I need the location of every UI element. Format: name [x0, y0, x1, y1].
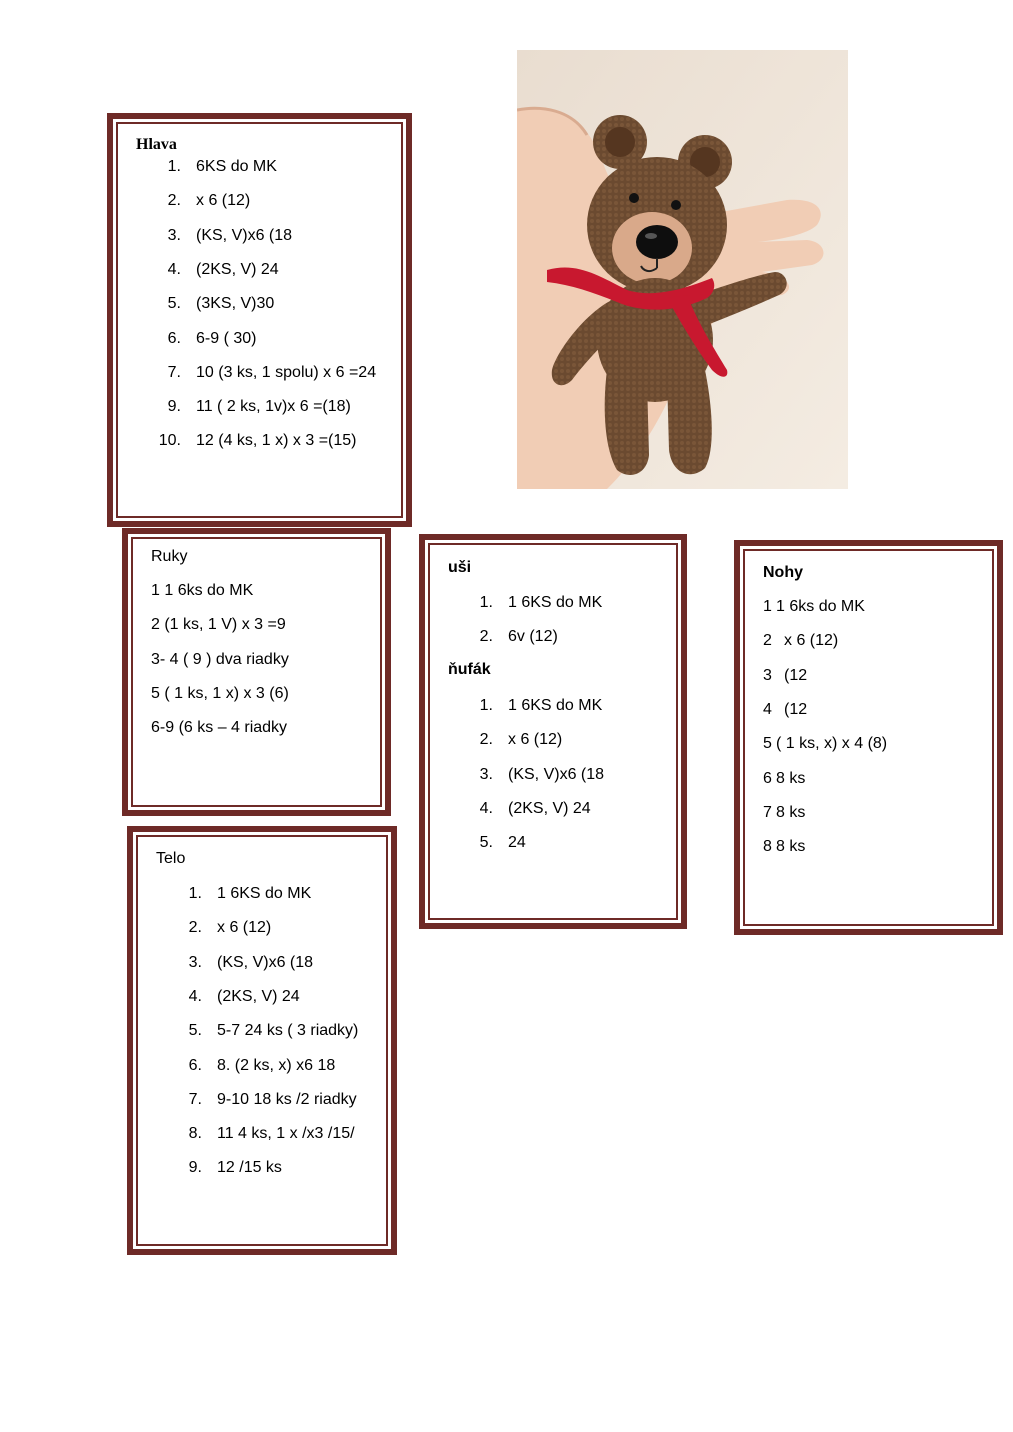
hlava-item-text: x 6 (12) [196, 192, 251, 210]
hlava-title: Hlava [136, 136, 177, 153]
telo-item-number: 3. [188, 953, 202, 971]
telo-item-text: 5-7 24 ks ( 3 riadky) [217, 1022, 359, 1040]
hlava-item-text: 6-9 ( 30) [196, 329, 257, 347]
ruky-line: 6-9 (6 ks – 4 riadky [151, 719, 288, 737]
telo-item-number: 6. [188, 1056, 202, 1074]
teddy-bear-image [517, 50, 848, 489]
hlava-item-number: 1. [167, 158, 181, 175]
ruky-line: 2 (1 ks, 1 V) x 3 =9 [151, 616, 286, 634]
hlava-item-number: 5. [167, 295, 181, 313]
hlava-item-number: 10. [158, 432, 181, 450]
telo-item-number: 4. [188, 987, 202, 1005]
nufak-item-text: (KS, V)x6 (18 [508, 765, 605, 783]
telo-item-text: 11 4 ks, 1 x /x3 /15/ [217, 1125, 355, 1143]
telo-item-number: 1. [188, 885, 202, 902]
usi-item-number: 2. [479, 628, 493, 646]
nohy-line-number: 5 [763, 735, 772, 753]
telo-item-text: (2KS, V) 24 [217, 987, 300, 1005]
telo-item-text: x 6 (12) [217, 919, 272, 937]
usi-item-text: 1 6KS do MK [508, 594, 603, 611]
telo-item-number: 8. [188, 1125, 202, 1143]
telo-item-text: (KS, V)x6 (18 [217, 953, 314, 971]
nufak-item-number: 4. [479, 799, 493, 817]
nohy-line-number: 1 [763, 598, 772, 615]
ruky-title: Ruky [151, 548, 188, 565]
nohy-line-text: (12 [784, 666, 808, 684]
telo-title: Telo [156, 850, 186, 867]
nohy-line-number: 3 [763, 666, 772, 684]
nohy-line-text: (12 [784, 700, 808, 718]
nufak-item-text: (2KS, V) 24 [508, 799, 591, 817]
nufak-title: ňufák [448, 661, 491, 678]
telo-item-number: 2. [188, 919, 202, 937]
telo-item-text: 1 6KS do MK [217, 885, 312, 902]
nufak-item-text: x 6 (12) [508, 731, 563, 749]
nohy-line-number: 7 [763, 803, 772, 821]
hlava-item-text: 10 (3 ks, 1 spolu) x 6 =24 [196, 363, 377, 381]
hlava-item-number: 4. [167, 260, 181, 278]
hlava-item-number: 6. [167, 329, 181, 347]
nohy-line-text: ( 1 ks, x) x 4 (8) [776, 735, 888, 753]
nohy-line-number: 2 [763, 632, 772, 650]
usi-title: uši [448, 559, 472, 576]
nufak-item-number: 3. [479, 765, 493, 783]
nufak-item-number: 1. [479, 697, 493, 714]
hlava-item-number: 3. [167, 226, 181, 244]
nohy-line-number: 6 [763, 769, 772, 787]
nohy-line-text: 8 ks [776, 803, 806, 821]
bear-photo [517, 50, 848, 489]
nufak-item-text: 24 [508, 834, 526, 852]
ruky-box [122, 528, 391, 816]
telo-item-number: 7. [188, 1090, 202, 1108]
ruky-line: 3- 4 ( 9 ) dva riadky [151, 650, 289, 668]
telo-item-text: 8. (2 ks, x) x6 18 [217, 1056, 336, 1074]
nohy-line-text: x 6 (12) [784, 632, 839, 650]
nohy-line-text: 8 ks [776, 838, 806, 856]
nohy-line-text: 8 ks [776, 769, 806, 787]
nohy-line-number: 4 [763, 700, 772, 718]
nufak-item-number: 5. [479, 834, 493, 852]
ruky-line: 1 1 6ks do MK [151, 582, 254, 599]
hlava-item-text: 6KS do MK [196, 158, 277, 175]
telo-item-text: 9-10 18 ks /2 riadky [217, 1090, 357, 1108]
hlava-item-text: 11 ( 2 ks, 1v)x 6 =(18) [196, 398, 351, 416]
hlava-item-text: (3KS, V)30 [196, 295, 275, 313]
nufak-item-number: 2. [479, 731, 493, 749]
hlava-item-number: 2. [167, 192, 181, 210]
nohy-line-text: 1 6ks do MK [776, 598, 865, 615]
hlava-item-text: (KS, V)x6 (18 [196, 226, 293, 244]
hlava-item-text: 12 (4 ks, 1 x) x 3 =(15) [196, 432, 357, 450]
telo-item-number: 9. [188, 1159, 202, 1177]
usi-item-text: 6v (12) [508, 628, 558, 646]
hlava-item-number: 9. [167, 398, 181, 416]
telo-item-number: 5. [188, 1022, 202, 1040]
usi-item-number: 1. [479, 594, 493, 611]
hlava-item-number: 7. [167, 363, 181, 381]
ruky-line: 5 ( 1 ks, 1 x) x 3 (6) [151, 684, 289, 702]
nohy-line-number: 8 [763, 838, 772, 856]
nufak-item-text: 1 6KS do MK [508, 697, 603, 714]
nohy-title: Nohy [763, 564, 803, 581]
hlava-item-text: (2KS, V) 24 [196, 260, 279, 278]
telo-item-text: 12 /15 ks [217, 1159, 282, 1177]
